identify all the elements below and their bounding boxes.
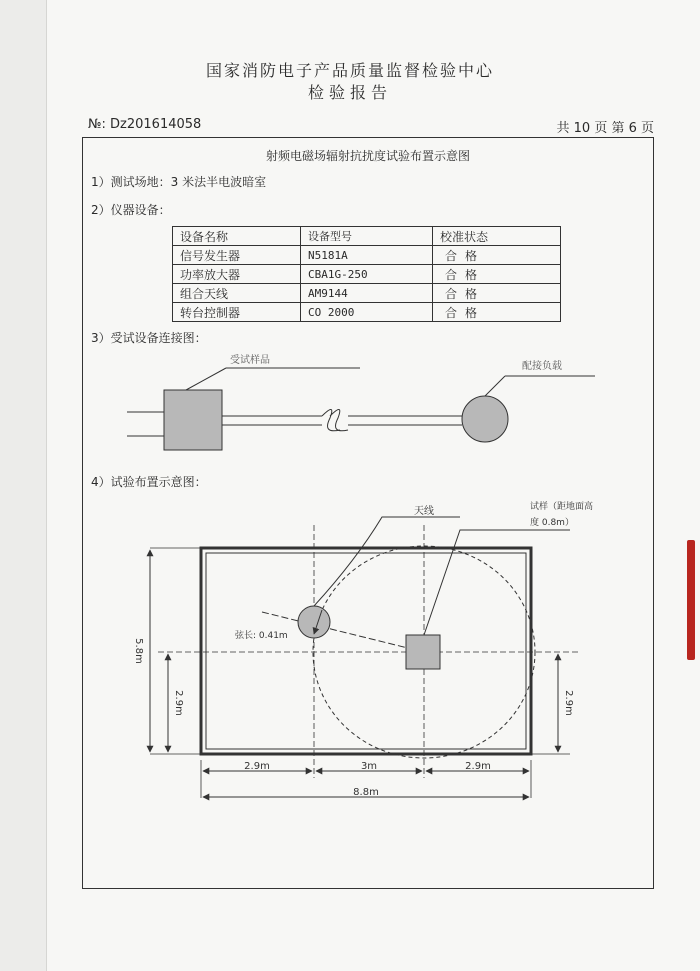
page-indicator: 共 10 页 第 6 页 xyxy=(556,121,654,136)
section-equipment: 2）仪器设备： xyxy=(91,203,171,217)
equipment-model: CBA1G-250 xyxy=(301,265,433,284)
dim-label-half-right: 2.9m xyxy=(563,690,574,716)
equipment-model: N5181A xyxy=(301,246,433,265)
equipment-name: 转台控制器 xyxy=(173,303,301,322)
load-circle xyxy=(462,396,508,442)
calibration-status: 合格 xyxy=(433,246,561,265)
equipment-model: AM9144 xyxy=(301,284,433,303)
chamber-layout-diagram xyxy=(150,517,580,798)
header-cell: 设备名称 xyxy=(173,227,301,246)
sample-label-line1: 试样（距地面高 xyxy=(530,502,594,512)
eut-leader-line xyxy=(186,368,226,390)
sample-box xyxy=(406,635,440,669)
dim-label-bottom-mid: 3m xyxy=(360,761,378,772)
report-title: 检验报告 xyxy=(307,83,392,102)
calibration-status: 合格 xyxy=(433,303,561,322)
report-number: №: Dz201614058 xyxy=(88,117,202,132)
equipment-name: 信号发生器 xyxy=(173,246,301,265)
dim-label-bottom-left: 2.9m xyxy=(244,761,270,772)
sample-leader-line xyxy=(424,530,570,635)
chamber-outer-wall xyxy=(201,548,531,754)
chamber-inner-wall xyxy=(206,553,526,749)
document-title: 射频电磁场辐射抗扰度试验布置示意图 xyxy=(265,149,470,163)
equipment-model: CO 2000 xyxy=(301,303,433,322)
antenna-label: 天线 xyxy=(414,506,434,517)
dim-label-height: 5.8m xyxy=(133,638,144,664)
sample-label-line2: 度 0.8m） xyxy=(530,518,574,528)
equipment-name: 组合天线 xyxy=(173,284,301,303)
section-layout: 4）试验布置示意图： xyxy=(91,475,207,489)
eut-label: 受试样品 xyxy=(230,355,270,366)
load-label: 配接负载 xyxy=(522,361,562,372)
section-test-site: 1）测试场地：3 米法半电波暗室 xyxy=(91,175,267,189)
chord-length-label: 弦长: 0.41m xyxy=(235,631,288,641)
dim-label-bottom-right: 2.9m xyxy=(465,761,491,772)
calibration-status: 合格 xyxy=(433,265,561,284)
eut-box xyxy=(164,390,222,450)
equipment-name: 功率放大器 xyxy=(173,265,301,284)
section-connection: 3）受试设备连接图： xyxy=(91,331,207,345)
connection-diagram xyxy=(127,368,595,450)
dim-label-half-left: 2.9m xyxy=(173,690,184,716)
header-cell: 设备型号 xyxy=(301,227,433,246)
dim-label-total: 8.8m xyxy=(353,787,379,798)
load-leader-line xyxy=(485,376,505,396)
header-cell: 校准状态 xyxy=(433,227,561,246)
calibration-status: 合格 xyxy=(433,284,561,303)
organization-name: 国家消防电子产品质量监督检验中心 xyxy=(205,61,494,80)
